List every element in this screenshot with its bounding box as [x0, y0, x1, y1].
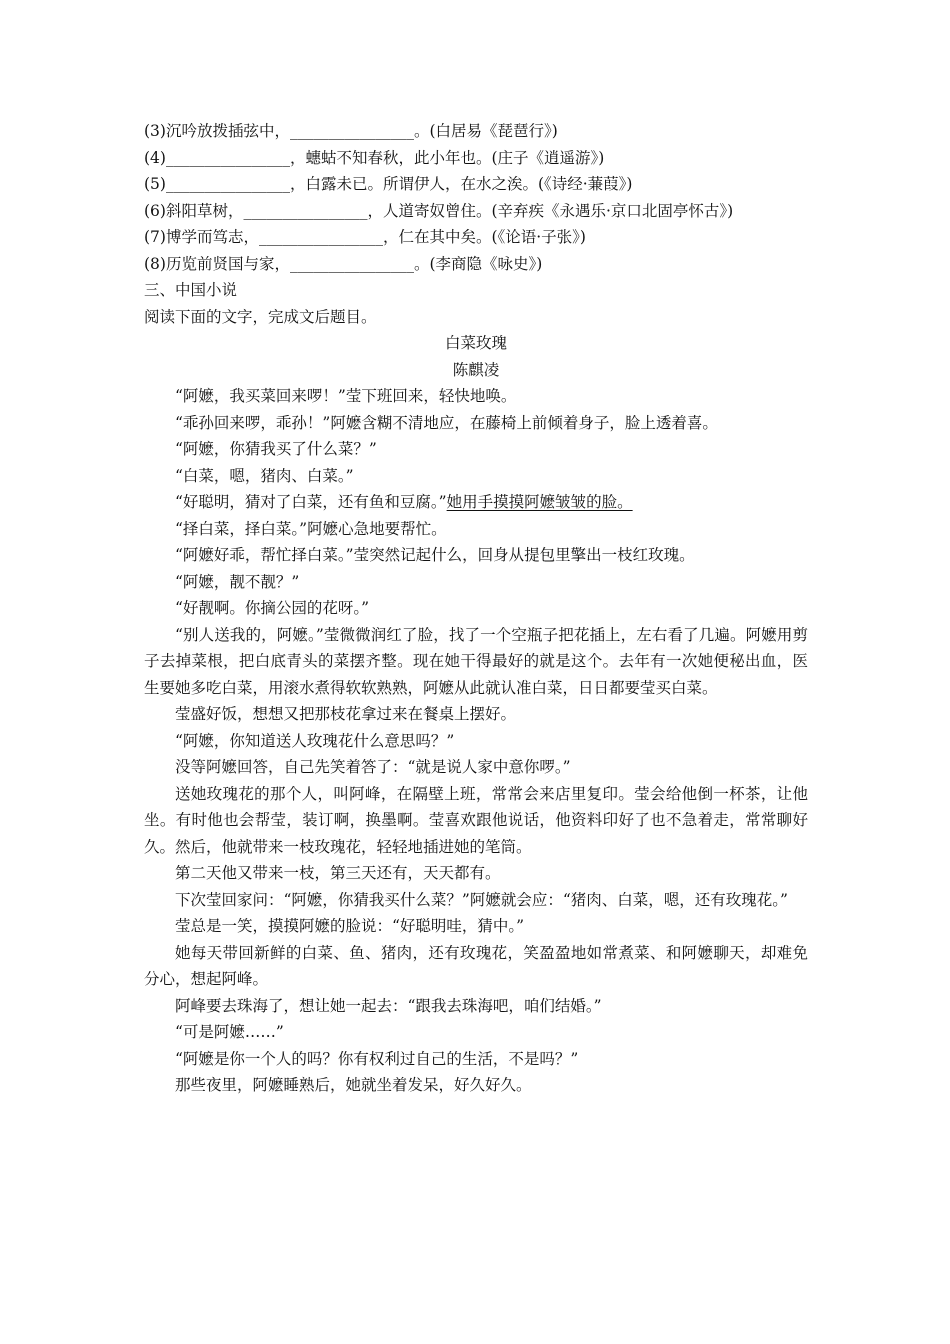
- story-paragraph: 莹盛好饭，想想又把那枝花拿过来在餐桌上摆好。: [175, 705, 517, 723]
- story-paragraph: 那些夜里，阿嬷睡熟后，她就坐着发呆，好久好久。: [175, 1076, 532, 1094]
- fill-in-item-4: (4)________________，蟪蛄不知春秋，此小年也。(庄子《逍遥游》): [144, 148, 605, 167]
- story-paragraph: 莹总是一笑，摸摸阿嬷的脸说：“好聪明哇，猜中。”: [175, 917, 525, 935]
- story-paragraph: “阿嬷，我买菜回来啰！”莹下班回来，轻快地唤。: [175, 387, 517, 405]
- story-paragraph: 送她玫瑰花的那个人，叫阿峰，在隔壁上班，常常会来店里复印。莹会给他倒一杯茶，让他坐。有时他也会帮莹，装订啊，换墨啊。莹喜欢跟他说话，他资料印好了也不急着走，常常聊好久。然后，他就带来一枝玫瑰花，轻轻地插进她的笔筒。: [144, 784, 808, 856]
- story-paragraph: “好靓啊。你摘公园的花呀。”: [175, 599, 370, 617]
- fill-in-item-6: (6)斜阳草树，________________，人道寄奴曾住。(辛弃疾《永遇乐·京口北固亭怀古》): [144, 201, 734, 220]
- story-paragraph: 没等阿嬷回答，自己先笑着答了：“就是说人家中意你啰。”: [175, 758, 571, 776]
- story-title: 白菜玫瑰: [444, 334, 507, 352]
- story-paragraph: “阿嬷，靓不靓？”: [175, 572, 300, 591]
- reading-instruction: 阅读下面的文字，完成文后题目。: [144, 307, 377, 326]
- fill-in-item-8: (8)历览前贤国与家，________________。(李商隐《咏史》): [144, 254, 543, 273]
- fill-in-item-7: (7)博学而笃志，________________，仁在其中矣。(《论语·子张》): [144, 228, 586, 246]
- story-paragraph: “阿嬷是你一个人的吗？你有权利过自己的生活，不是吗？”: [175, 1049, 579, 1068]
- story-paragraph: “阿嬷，你猜我买了什么菜？”: [175, 440, 377, 458]
- story-paragraph: 阿峰要去珠海了，想让她一起去：“跟我去珠海吧，咱们结婚。”: [175, 996, 602, 1015]
- document-page: [144, 118, 808, 1099]
- fill-in-item-3: (3)沉吟放拨插弦中，________________。(白居易《琵琶行》): [144, 122, 558, 140]
- story-paragraph: 她每天带回新鲜的白菜、鱼、猪肉，还有玫瑰花，笑盈盈地如常煮菜、和阿嬷聊天，却难免分心，想起阿峰。: [144, 943, 808, 988]
- story-author: 陈麒凌: [452, 360, 500, 379]
- story-paragraph-underlined: [144, 489, 808, 516]
- story-paragraph: “别人送我的，阿嬷。”莹微微润红了脸，找了一个空瓶子把花插上，左右看了几遍。阿嬷用剪子去掉菜根，把白底青头的菜摆齐整。现在她干得最好的就是这个。去年有一次她便秘出血，医生要她多吃白菜，用滚水煮得软软熟熟，阿嬷从此就认准白菜，日日都要莹买白菜。: [144, 625, 808, 697]
- section-heading: 三、中国小说: [144, 281, 238, 299]
- story-paragraph: “阿嬷好乖，帮忙择白菜。”莹突然记起什么，回身从提包里擎出一枝红玫瑰。: [175, 546, 695, 564]
- story-paragraph: “可是阿嬷……”: [175, 1023, 284, 1041]
- underlined-sentence: 她用手摸摸阿嬷皱皱的脸。: [446, 493, 633, 511]
- story-paragraph: “乖孙回来啰，乖孙！”阿嬷含糊不清地应，在藤椅上前倾着身子，脸上透着喜。: [175, 413, 718, 432]
- story-paragraph: “白菜，嗯，猪肉、白菜。”: [175, 466, 354, 485]
- story-paragraph: 第二天他又带来一枝，第三天还有，天天都有。: [175, 864, 501, 882]
- story-paragraph: “阿嬷，你知道送人玫瑰花什么意思吗？”: [175, 731, 455, 750]
- fill-in-item-5: (5)________________，白露未已。所谓伊人，在水之涘。(《诗经·蒹葭》): [144, 175, 633, 193]
- story-paragraph: 下次莹回家问：“阿嬷，你猜我买什么菜？”阿嬷就会应：“猪肉、白菜，嗯，还有玫瑰花。”: [175, 890, 788, 909]
- story-paragraph: “择白菜，择白菜。”阿嬷心急地要帮忙。: [175, 519, 447, 538]
- paragraph-text: “好聪明，猜对了白菜，还有鱼和豆腐。”: [175, 493, 447, 511]
